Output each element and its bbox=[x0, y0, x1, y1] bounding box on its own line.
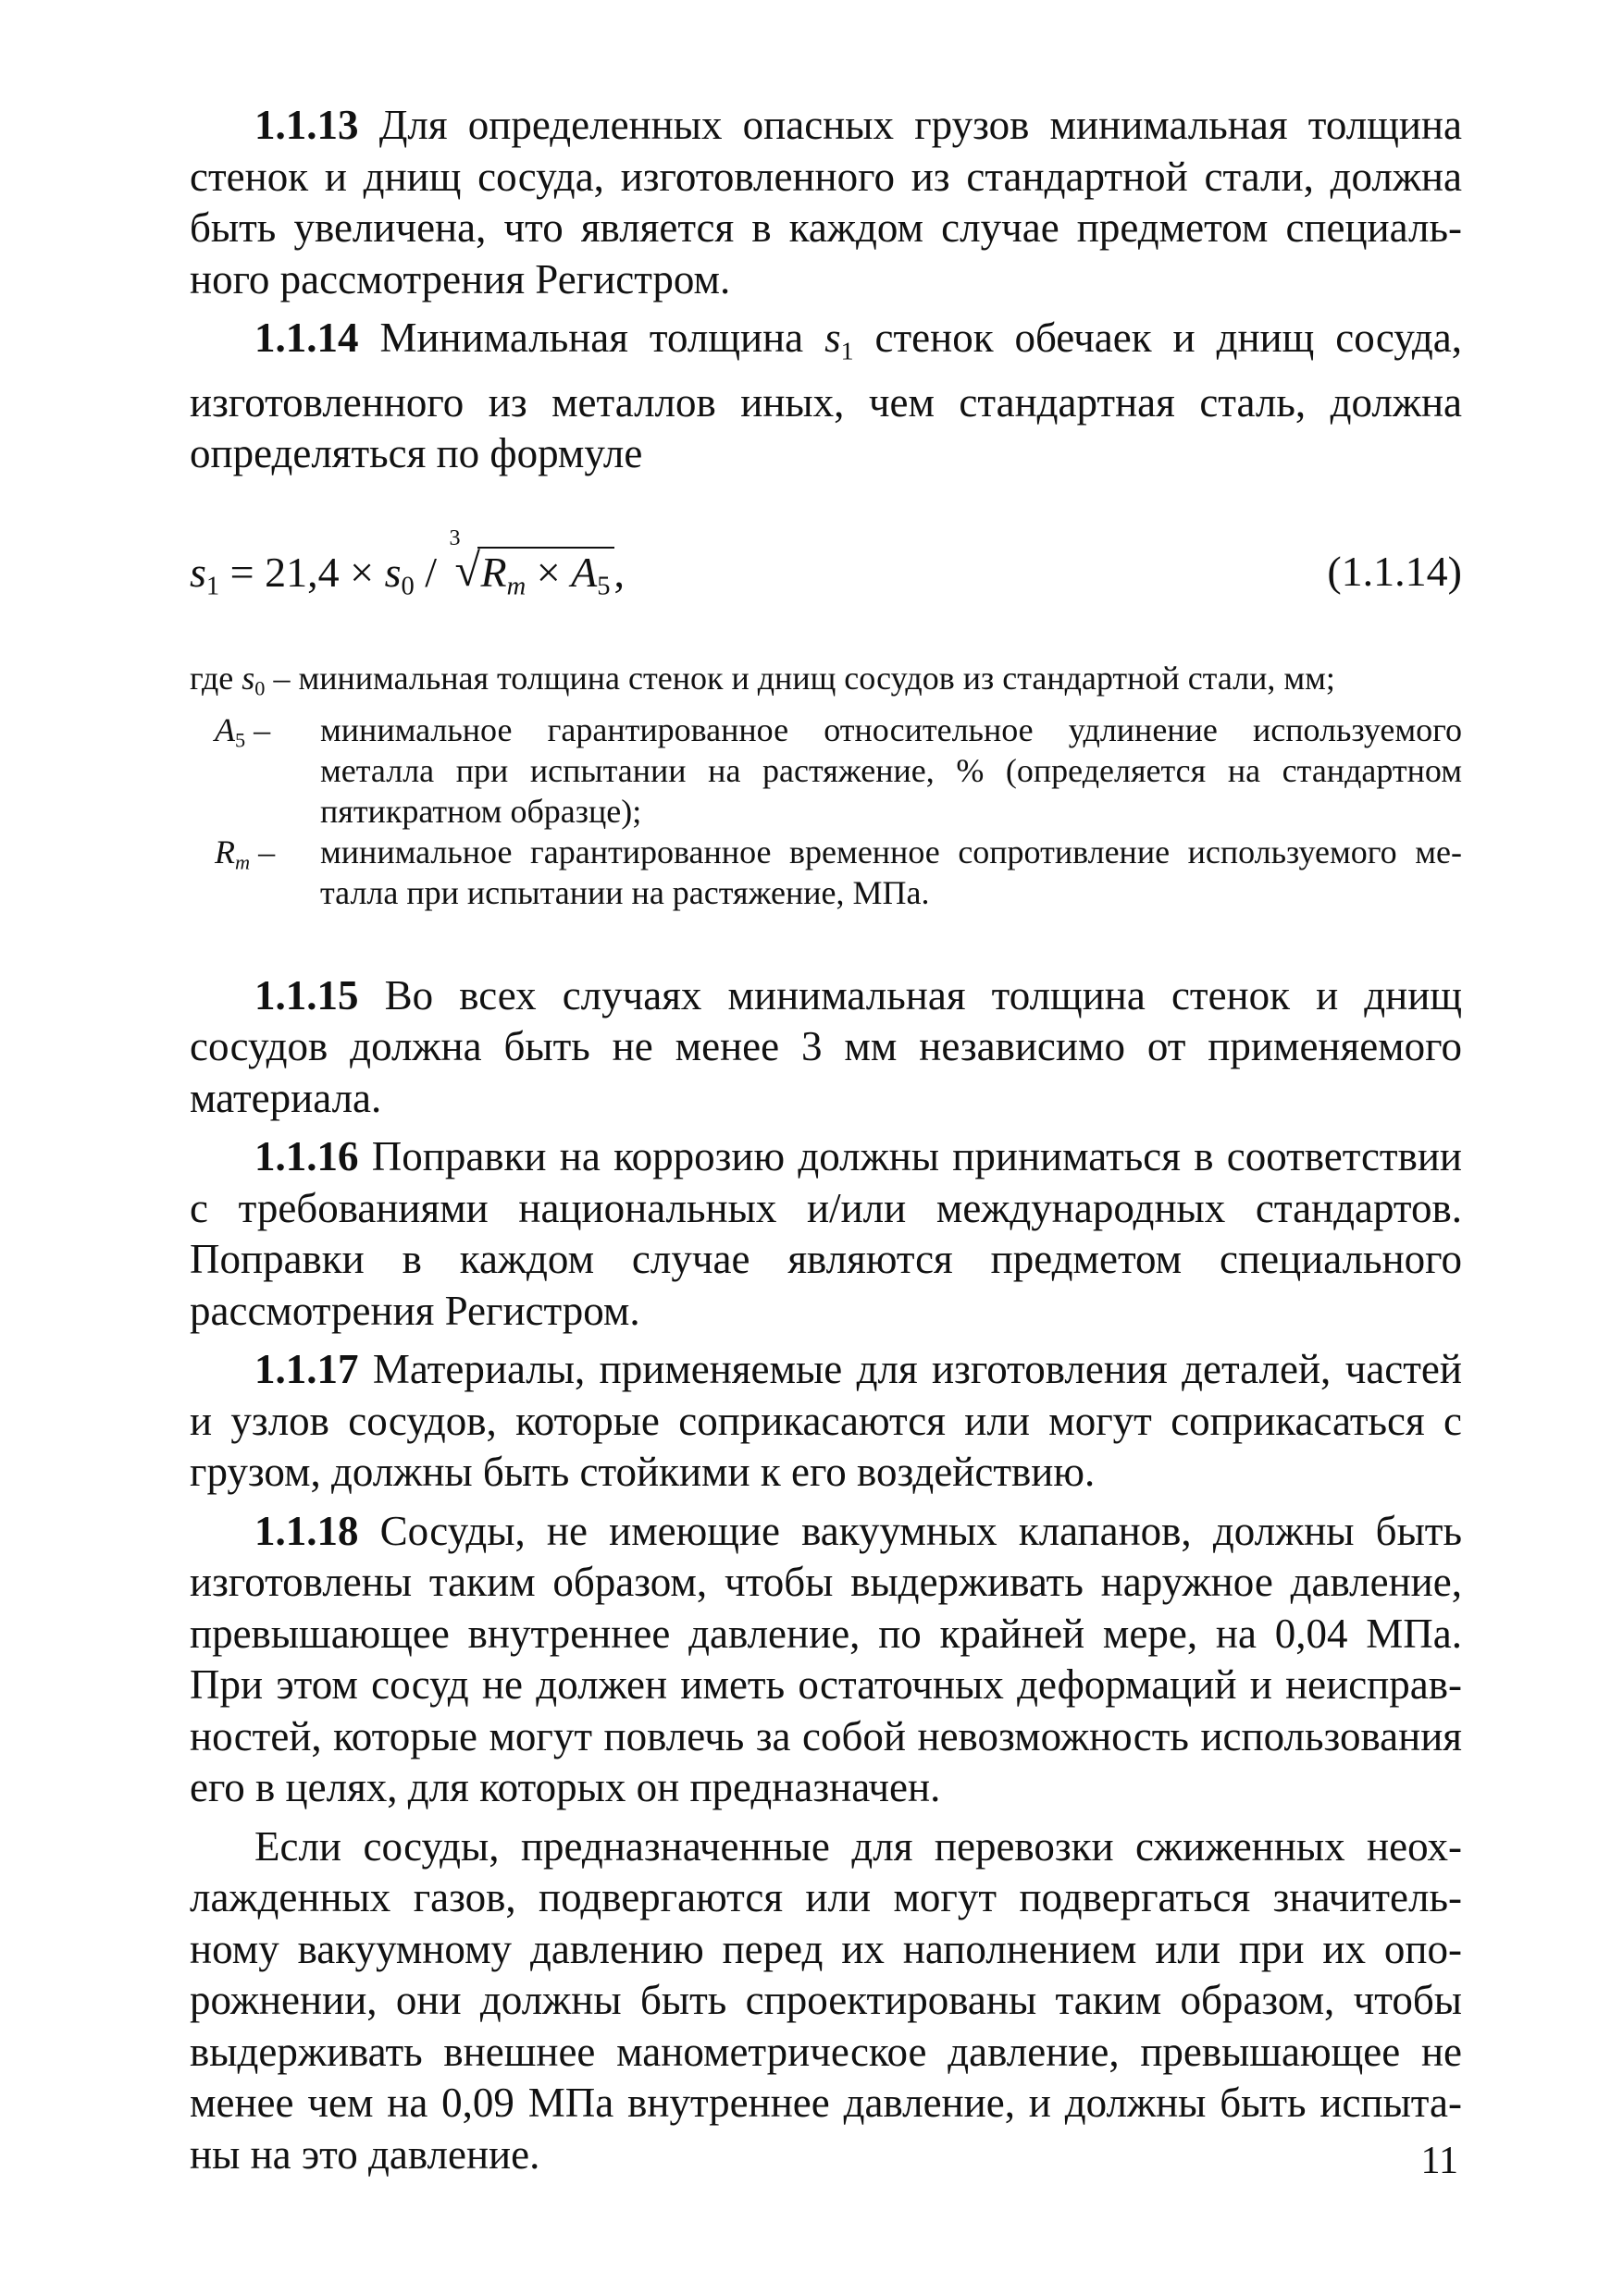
radical-icon: √ bbox=[454, 543, 480, 596]
legend-item-a5 bbox=[190, 710, 1462, 832]
legend-text: минимальное гарантированное относительное удлинение используемого металла при испытании на растяжение, % (определяется на стандартном пятикратном образце); bbox=[320, 710, 1462, 830]
paragraph-1-1-15 bbox=[190, 970, 1462, 1125]
document-page bbox=[190, 100, 1462, 2180]
legend-symbol: A bbox=[215, 710, 235, 748]
paragraph-1-1-17 bbox=[190, 1344, 1462, 1499]
legend-symbol: R bbox=[215, 833, 235, 870]
clause-text: Минимальная толщина bbox=[358, 315, 825, 361]
var-rm: R bbox=[480, 548, 507, 596]
radicand bbox=[477, 547, 614, 611]
subscript: 5 bbox=[235, 728, 246, 752]
cube-root bbox=[448, 525, 614, 611]
equals-part: = 21,4 × bbox=[219, 548, 385, 596]
formula-comma: , bbox=[613, 548, 626, 596]
legend-text: – минимальная толщина стенок и днищ сосудов из стандартной стали, мм; bbox=[265, 659, 1335, 697]
clause-text: Сосуды, не имеющие вакуумных клапанов, должны быть изготовлены таким образом, чтобы выдерживать наружное давление, превышающее внутреннее давление, по крайней мере, на 0,04 МПа. При этом сосуд не должен иметь остаточных деформаций и неисправностей, которые могут повлечь за собой невозможность использования его в целях, для которых он предназначен. bbox=[190, 1507, 1462, 1811]
formula-expression bbox=[190, 525, 626, 611]
legend-item-s0 bbox=[190, 658, 1462, 710]
formula-1-1-14 bbox=[190, 519, 1462, 639]
clause-text: Во всех случаях минимальная толщина стенок и днищ сосудов должна быть не менее 3 мм независимо от применяемого материала. bbox=[190, 971, 1462, 1121]
clause-number: 1.1.13 bbox=[254, 102, 359, 148]
var-a5: A bbox=[571, 548, 598, 596]
subscript: m bbox=[506, 572, 527, 601]
clause-number: 1.1.14 bbox=[254, 315, 359, 361]
legend-where: где bbox=[190, 659, 242, 697]
subscript: m bbox=[235, 850, 251, 874]
root-index: 3 bbox=[449, 525, 461, 550]
variable-s: s bbox=[824, 315, 841, 361]
subscript: 0 bbox=[254, 676, 266, 700]
subscript: 1 bbox=[840, 337, 854, 366]
paragraph-1-1-16 bbox=[190, 1131, 1462, 1337]
times-sign: × bbox=[526, 548, 572, 596]
legend-symbol: s bbox=[242, 659, 255, 697]
subscript: 1 bbox=[205, 572, 220, 601]
paragraph-1-1-18 bbox=[190, 1506, 1462, 1814]
var-s0: s bbox=[384, 548, 402, 596]
legend-dash: – bbox=[250, 833, 276, 870]
clause-text: Материалы, применяемые для изготовления деталей, частей и узлов сосудов, которые соприкасаются или могут соприкасаться с грузом, должны быть стойкими к его воздействию. bbox=[190, 1346, 1462, 1496]
clause-number: 1.1.16 bbox=[254, 1133, 359, 1180]
clause-text: Поправки на коррозию должны приниматься в соответствии с требованиями национальных и/или международных стандартов. Поправки в каждом случае являются предметом специального рассмотрения Регистром. bbox=[190, 1133, 1462, 1334]
paragraph-vacuum: Если сосуды, предназначенные для перевозки сжиженных неохлажденных газов, подвергаются или могут подвергаться значительному вакуумному давлению перед их наполнением или при их опорожнении, они должны быть спроектированы таким образом, чтобы выдерживать внешнее манометрическое давление, превышающее не менее чем на 0,09 МПа внутреннее давление, и должны быть испытаны на это давление. bbox=[190, 1822, 1462, 2178]
page-number: 11 bbox=[1420, 2140, 1458, 2182]
clause-number: 1.1.17 bbox=[254, 1346, 359, 1393]
division-sign: / bbox=[414, 548, 448, 596]
legend-dash: – bbox=[245, 710, 271, 748]
formula-legend bbox=[190, 658, 1462, 913]
paragraph-1-1-14 bbox=[190, 313, 1462, 480]
subscript: 5 bbox=[597, 572, 611, 601]
clause-text: Для определенных опасных грузов минимальная толщина стенок и днищ сосуда, изготовленного из стандартной стали, должна быть увеличена, что является в каждом случае предметом специального рассмотрения Регистром. bbox=[190, 102, 1462, 302]
formula-number: (1.1.14) bbox=[1327, 547, 1462, 595]
clause-text: стенок обечаек и днищ сосуда, изготовленного из металлов иных, чем стандартная сталь, должна определяться по формуле bbox=[190, 315, 1462, 477]
var-s1: s bbox=[190, 548, 206, 596]
clause-number: 1.1.18 bbox=[254, 1507, 359, 1554]
legend-text: минимальное гарантированное временное сопротивление используемого металла при испытании на растяжение, МПа. bbox=[320, 833, 1462, 911]
paragraph-1-1-13 bbox=[190, 100, 1462, 305]
subscript: 0 bbox=[401, 572, 415, 601]
clause-number: 1.1.15 bbox=[254, 971, 359, 1018]
legend-item-rm bbox=[190, 832, 1462, 913]
